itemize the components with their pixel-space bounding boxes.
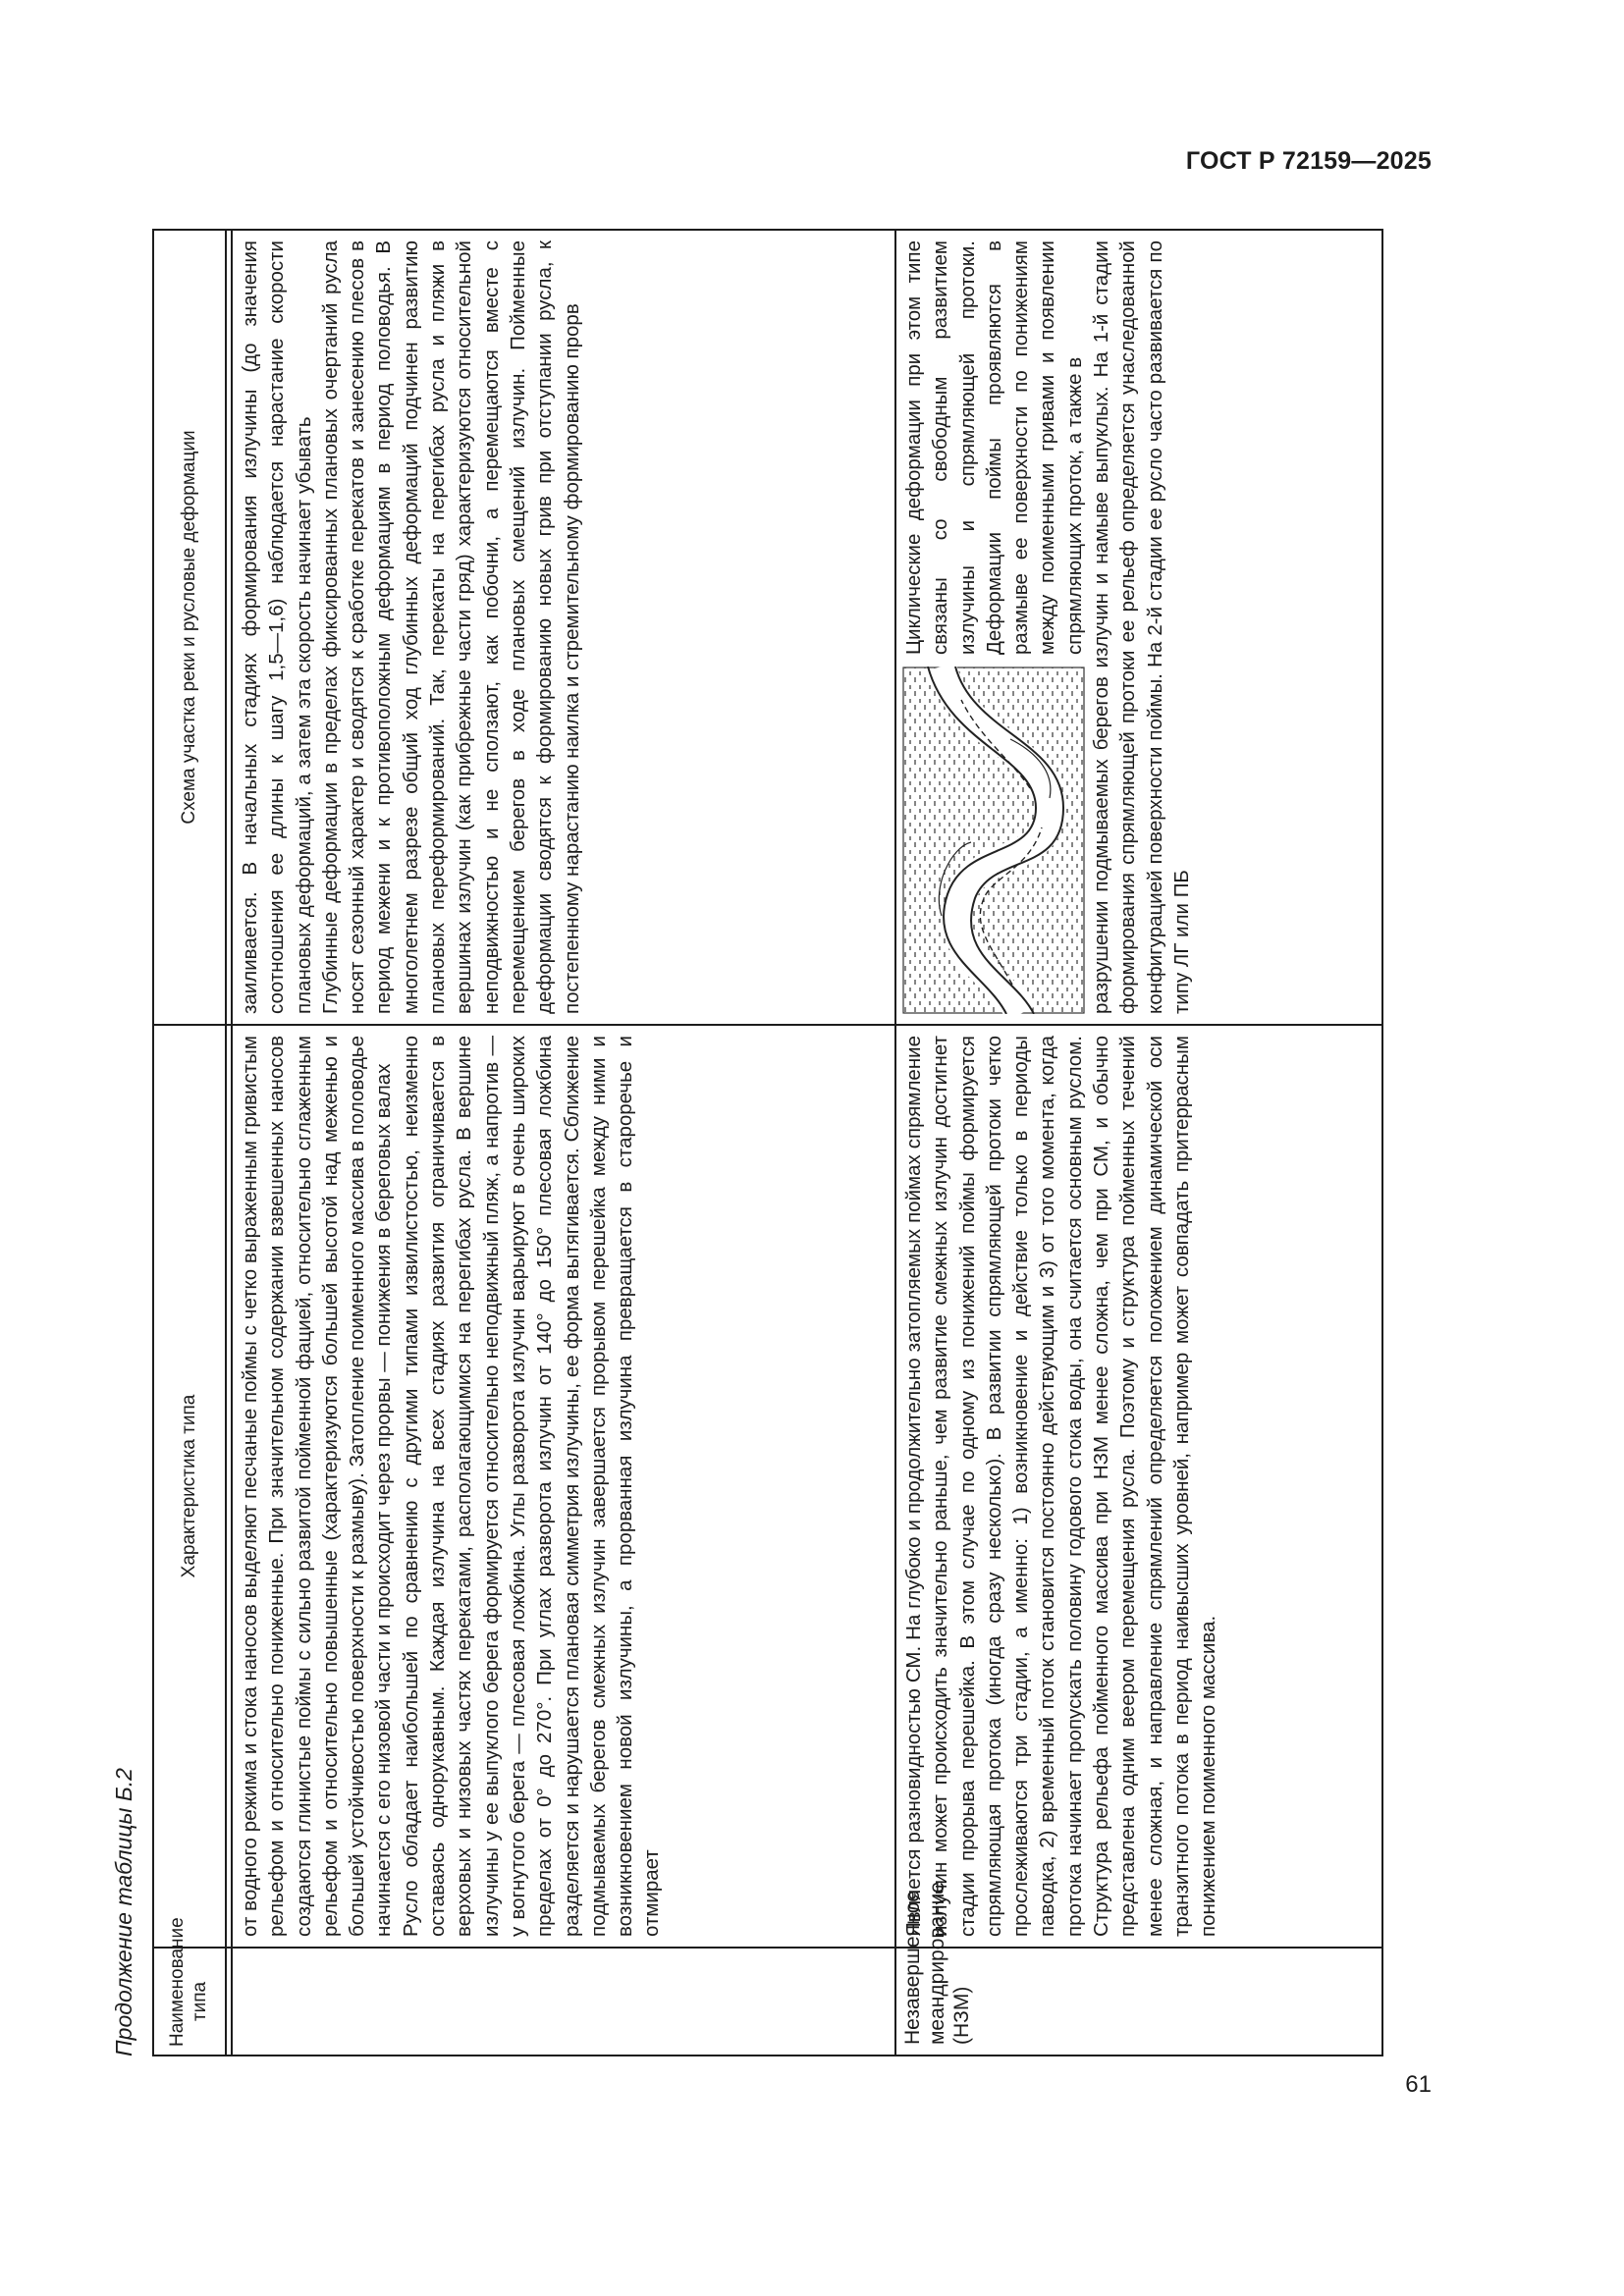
table-caption: Продолжение таблицы Б.2 <box>111 1768 136 2056</box>
type-name-cell <box>232 1948 895 2056</box>
type-name-cell: Незавершенное меандрирование (НЗМ) <box>895 1948 1382 2056</box>
scheme-cell <box>895 230 1382 1025</box>
scheme-paragraph: разрушении подмываемых берегов излучин и намыве выпуклых. На 1-й стадии формирования спрямляющей протоки ее рельеф определяется унаследованной конфигурацией поверхности поймы. На 2-й стадии ее русло часто развивается по типу ЛГ или ПБ <box>1090 240 1193 1014</box>
table-header-row <box>153 230 226 2056</box>
type-characteristic-cell: Является разновидностью СМ. На глубоко и продолжительно затопляемых поймах спрямление излучин может происходить значительно раньше, чем развитие смежных излучин достигнет стадии прорыва перешейка. В этом случае по одному из понижений поймы формируется спрямляющая протока (иногда сразу несколько). В развитии спрямляющей протоки четко прослеживаются три стадии, а именно: 1) возникновение и действие только в периоды паводка, 2) временный поток становится постоянно действующим и 3) от того момента, когда протока начинает пропускать половину годового стока воды, она считается основным руслом. Структура рельефа пойменного массива при НЗМ менее сложна, чем при СМ, и обычно представлена одним веером перемещения русла. Поэтому и структура пойменных течений менее сложная, и направление спрямлений определяется положением динамической оси транзитного потока в период наивысших уровней, например может совпадать притеррасным понижением поименного массива. <box>895 1025 1382 1948</box>
characteristic-paragraph: Русло обладает наибольшей по сравнению с другими типами извилистостью, неизменно оставаясь однорукавным. Каждая излучина на всех стадиях развития ограничивается в верховых и низовых частях перекатами, располагающимися на перегибах русла. В вершине излучины у ее выпуклого берега формируется относительно неподвижный пляж, а напротив — у вогнутого берега — плесовая ложбина. Углы разворота излучин варьируют в очень широких пределах от 0° до 270°. При углах разворота излучин от 140° до 150° плесовая ложбина разделяется и нарушается плановая симметрия излучины, ее форма вытягивается. Сближение подмываемых берегов смежных излучин завершается прорывом перешейка между ними и возникновением новой излучины, а прорванная излучина превращается в староречье и отмирает <box>399 1036 664 1937</box>
deformation-types-table <box>152 229 1383 2056</box>
scheme-paragraph: Глубинные деформации в пределах фиксированных плановых очертаний русла носят сезонный характер и сводятся к сработке перекатов и занесению плесов в период межени и к противоположным деформациям в период половодья. В многолетнем разрезе общий ход глубинных деформаций подчинен развитию плановых переформирований. Так, перекаты на перегибах русла и пляжи в вершинах излучин (как прибрежные части гряд) характеризуются относительной неподвижностью и не сползают, как побочни, а перемещаются вместе с перемещением берегов в ходе плановых смещений излучин. Пойменные деформации сводятся к формированию новых грив при отступании русла, к постепенному нарастанию наилка и стремительному формированию прорв <box>318 240 583 1014</box>
scheme-cell <box>232 230 895 1025</box>
meander-scheme-figure <box>902 667 1085 1014</box>
scheme-paragraph: заиливается. В начальных стадиях формирования излучины (до значения соотношения ее длины к шагу 1,5—1,6) наблюдается нарастание скорости плановых деформаций, а затем эта скорость начинает убывать <box>239 240 315 1014</box>
column-header-characteristic: Характеристика типа <box>153 1025 226 1948</box>
table-row <box>895 230 1382 2056</box>
page-number: 61 <box>1405 2071 1432 2098</box>
meander-scheme-svg <box>902 667 1085 1014</box>
type-characteristic-cell <box>232 1025 895 1948</box>
column-header-scheme: Схема участка реки и русловые деформации <box>153 230 226 1025</box>
characteristic-paragraph: от водного режима и стока наносов выделяют песчаные поймы с четко выраженным гривистым рельефом и относительно пониженные. При значительном содержании взвешенных наносов создаются глинистые поймы с сильно развитой пойменной фацией, относительно сглаженным рельефом и относительно повышенные (характеризуются большей высотой над меженью и большей устойчивостью поверхности к размыву). Затопление поименного массива в половодье начинается с его низовой части и происходит через прорвы — понижения в береговых валах <box>239 1036 396 1937</box>
scheme-side-text: Циклические деформации при этом типе связаны со свободным развитием излучины и спрямляющей протоки. Деформации поймы проявляются в размыве ее поверхности по понижениям между поименными гривами и появлении спрямляющих проток, а также в <box>902 240 1086 655</box>
table-row <box>232 230 895 2056</box>
column-header-name: Наименование типа <box>153 1948 226 2056</box>
document-code: ГОСТ Р 72159—2025 <box>1185 147 1432 175</box>
rotated-table-page <box>113 231 1389 2056</box>
